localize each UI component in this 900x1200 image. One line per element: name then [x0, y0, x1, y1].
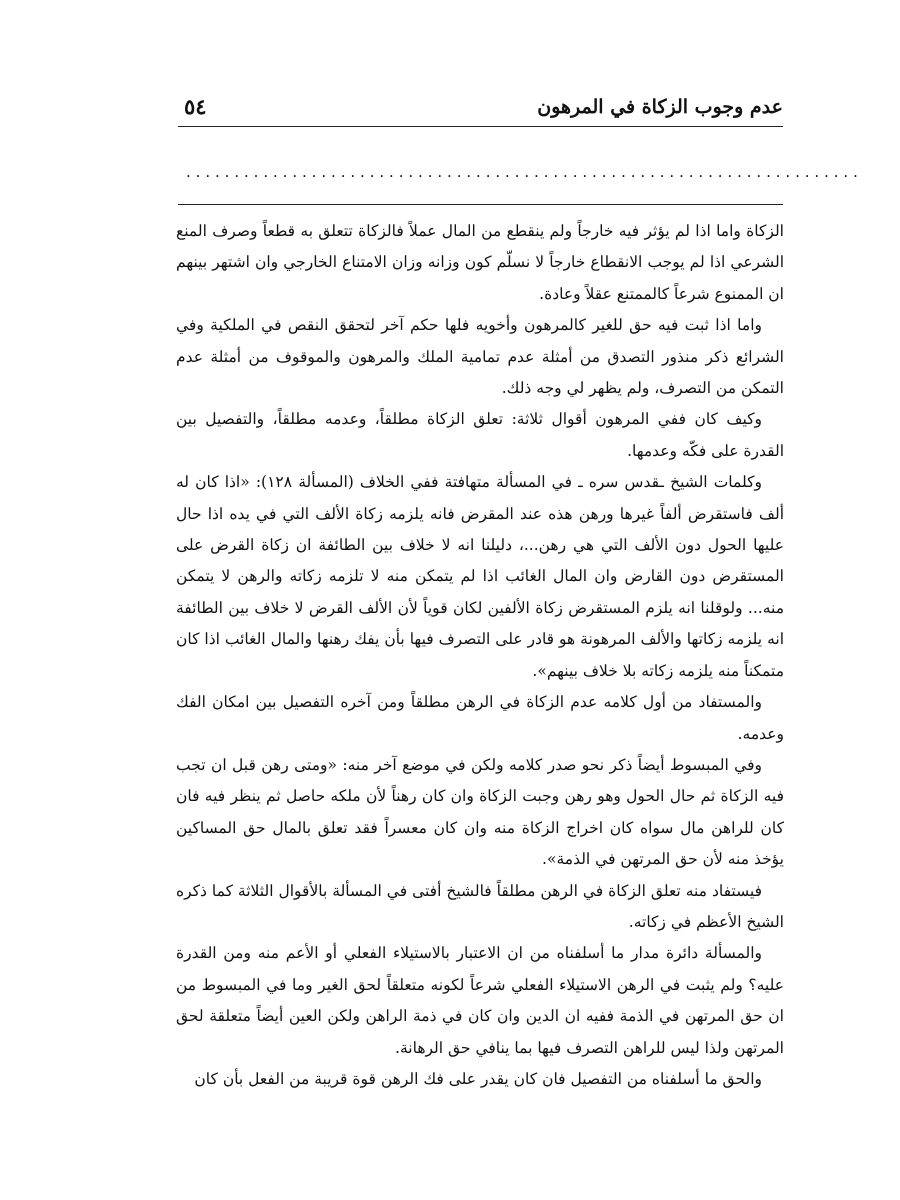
paragraph: واما اذا ثبت فيه حق للغير كالمرهون وأخويه فلها حكم آخر لتحقق النقص في الملكية وفي الشرائع ذكر منذور التصدق من أمثلة عدم تمامية الملك والمرهون والموقوف من أمثلة عدم التمكن من التصرف، ولم يظهر لي وجه ذلك. — [176, 316, 784, 398]
paragraph: والمستفاد من أول كلامه عدم الزكاة في الرهن مطلقاً ومن آخره التفصيل بين امكان الفك وعدمه. — [176, 693, 784, 743]
running-title: عدم وجوب الزكاة في المرهون — [537, 96, 783, 118]
section-rule — [178, 204, 783, 205]
paragraph: وفي المبسوط أيضاً ذكر نحو صدر كلامه ولكن في موضع آخر منه: «ومتى رهن قبل ان تجب فيه الزكاة ثم حال الحول وهو رهن وجبت الزكاة وان كان رهناً لأن ملكه حاصل ثم ينظر فيه فان كان للراهن مال سواه كان اخراج الزكاة منه وان كان معسراً فقد تعلق بالمال حق المساكين يؤخذ منه لأن حق المرتهن في الذمة». — [176, 755, 784, 869]
page-number: ٥٤ — [184, 94, 207, 119]
paragraph: وكلمات الشيخ ـقدس سره ـ في المسألة متهافتة ففي الخلاف (المسألة ١٢٨): «اذا كان له ألف فاستقرض ألفاً غيرها ورهن هذه عند المقرض فانه يلزمه زكاة الألف التي في يده اذا حال عليها الحول دون الألف التي هي رهن...، دليلنا انه لا خلاف بين الطائفة ان زكاة القرض على المستقرض دون القارض وان المال الغائب اذا لم يتمكن منه لا تلزمه زكاته والرهن لا يتمكن منه... ولوقلنا انه يلزم المستقرض زكاة الألفين لكان قوياً لأن الألف القرض لا خلاف بين الطائفة انه يلزمه زكاتها والألف المرهونة هو قادر على التصرف فيها بأن يفك رهنها والمال الغائب اذا كان متمكناً منه يلزمه زكاته بلا خلاف بينهم». — [176, 473, 784, 680]
paragraph: والمسألة دائرة مدار ما أسلفناه من ان الاعتبار بالاستيلاء الفعلي أو الأعم منه ومن القدرة عليه؟ ولم يثبت في الرهن الاستيلاء الفعلي شرعاً لكونه متعلقاً لحق الغير وما في المبسوط من ان حق المرتهن في الذمة ففيه ان الدين وان كان في ذمة الراهن ولكن العين أيضاً متعلقة لحق المرتهن ولذا ليس للراهن التصرف فيها بما ينافي حق الرهانة. — [176, 944, 784, 1057]
paragraph: الزكاة واما اذا لم يؤثر فيه خارجاً ولم ينقطع من المال عملاً فالزكاة تتعلق به قطعاً وصرف المنع الشرعي اذا لم يوجب الانقطاع خارجاً لا نسلّم كون وزانه وزان الامتناع الخارجي وان اشتهر بينهم ان الممنوع شرعاً كالممتنع عقلاً وعادة. — [176, 222, 784, 303]
page-header — [178, 94, 783, 130]
main-text — [176, 216, 784, 1095]
paragraph: والحق ما أسلفناه من التفصيل فان كان يقدر على فك الرهن قوة قريبة من الفعل بأن كان — [194, 1069, 762, 1088]
dotted-separator: ...................................................................... — [186, 163, 863, 181]
paragraph: فيستفاد منه تعلق الزكاة في الرهن مطلقاً فالشيخ أفتى في المسألة بالأقوال الثلاثة كما ذكره الشيخ الأعظم في زكاته. — [176, 881, 784, 931]
paragraph: وكيف كان ففي المرهون أقوال ثلاثة: تعلق الزكاة مطلقاً، وعدمه مطلقاً، والتفصيل بين القدرة على فكّه وعدمها. — [176, 410, 784, 460]
header-rule — [178, 126, 783, 127]
